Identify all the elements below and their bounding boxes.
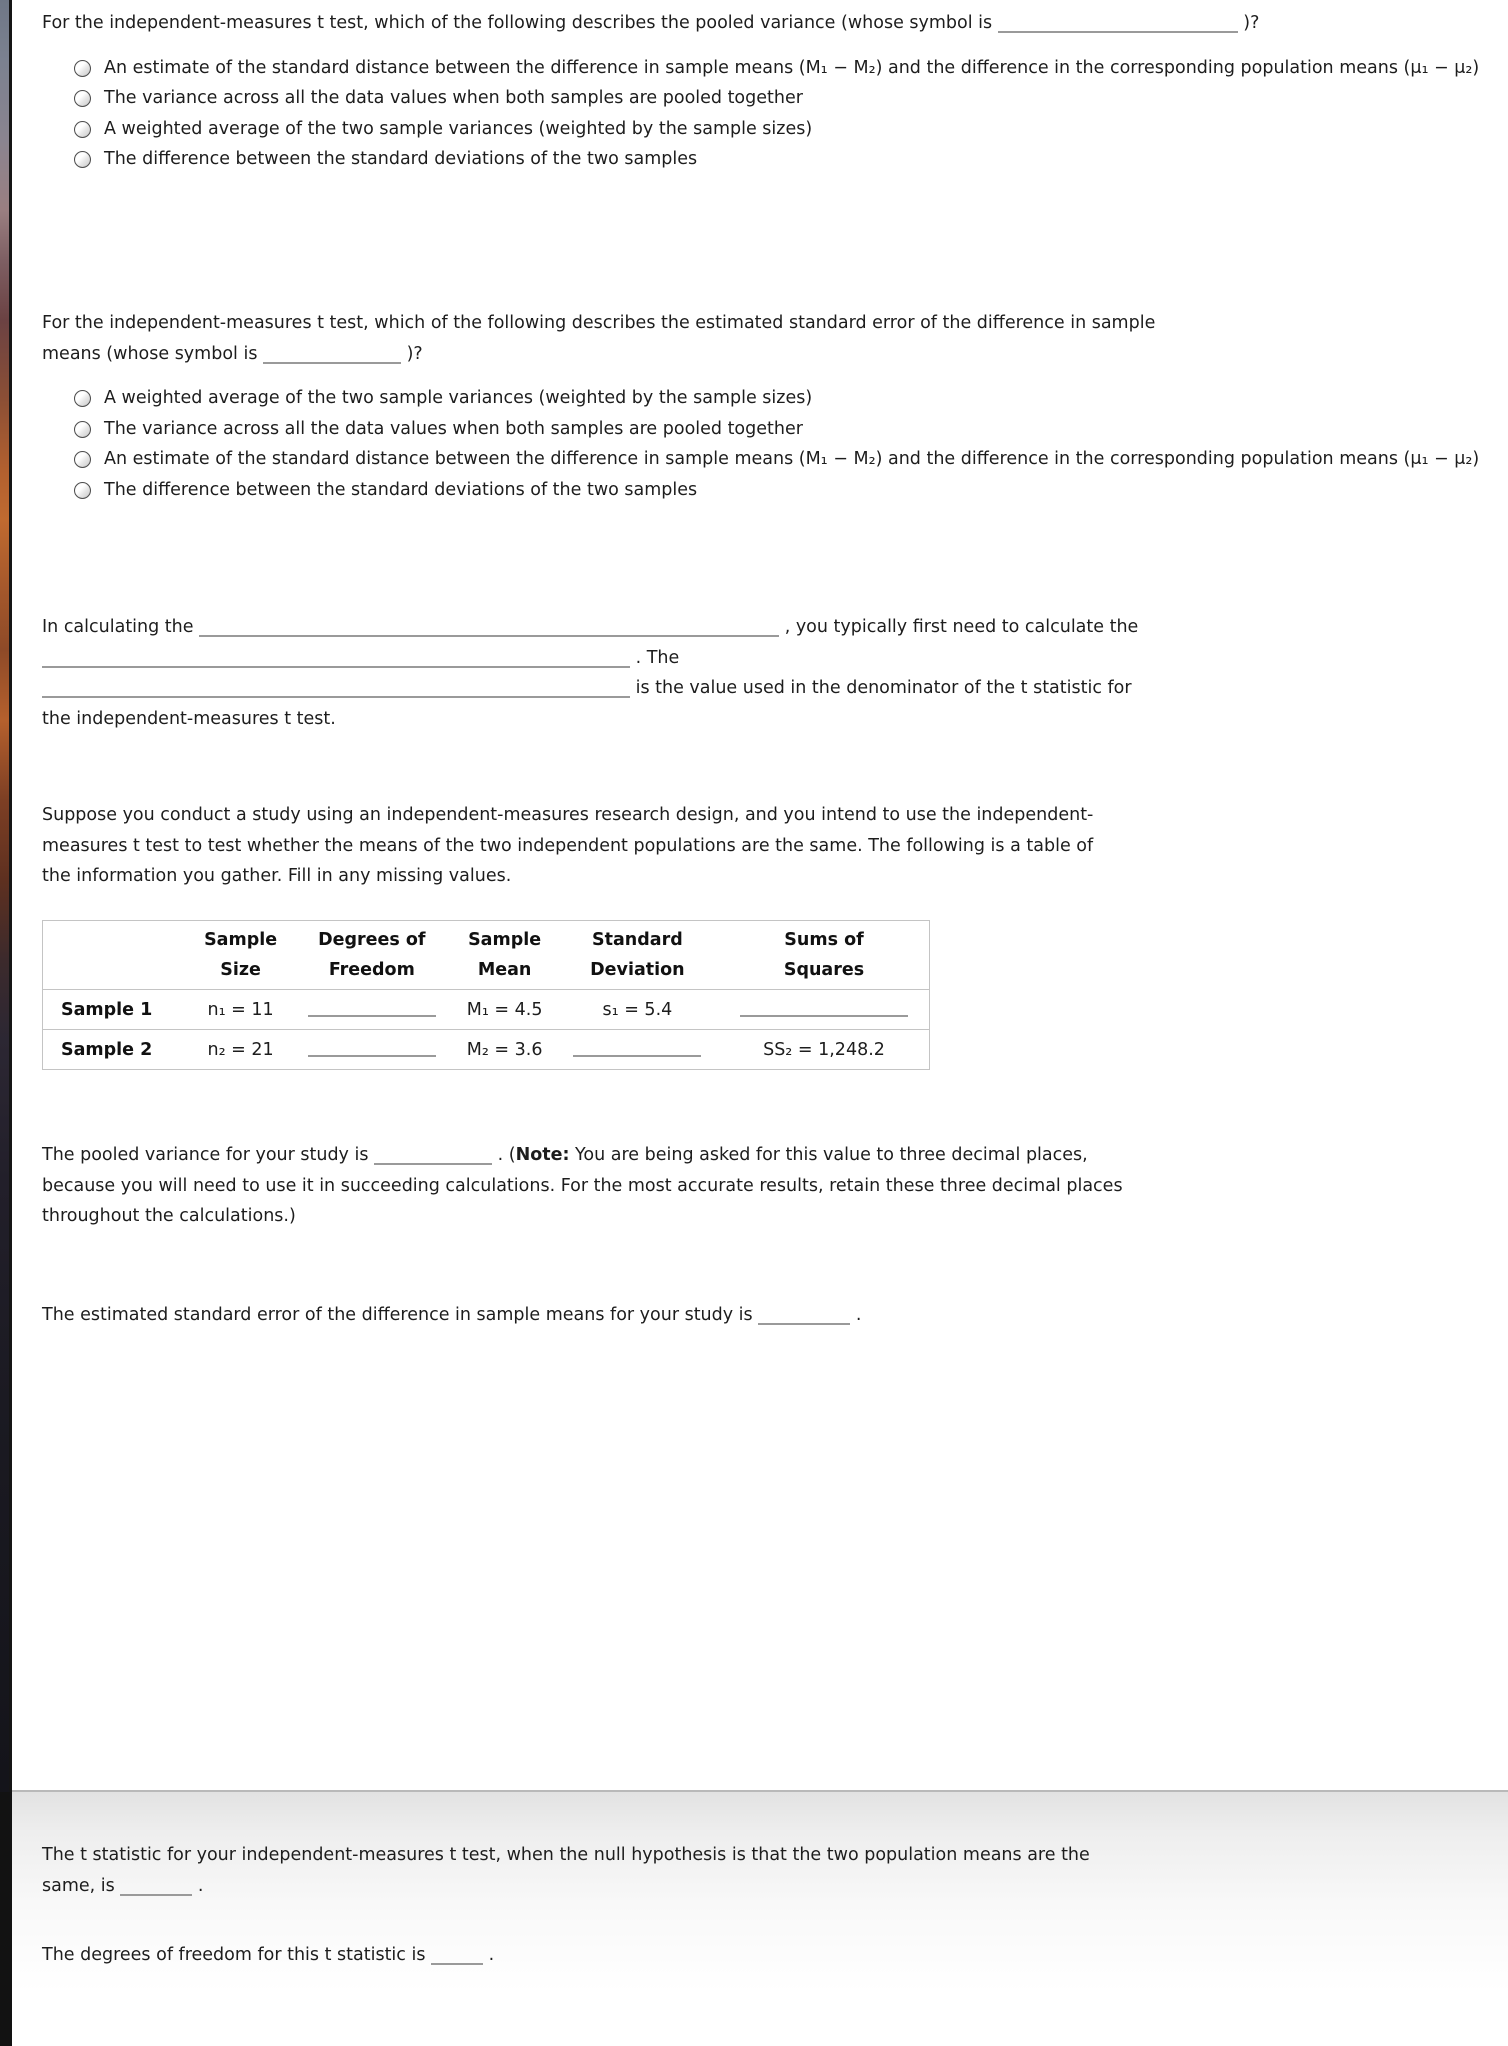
- question-1-stem-text: For the independent-measures t test, which of the following describes the pooled variance (whose symbol is: [42, 13, 993, 33]
- table-body: [43, 990, 929, 1070]
- question-2-block: [42, 308, 1482, 505]
- question-1-option-3[interactable]: [74, 144, 1482, 175]
- option-label: An estimate of the standard distance between the difference in sample means (M₁ − M₂) and the difference in the corresponding population means (μ₁ − μ₂): [104, 57, 1480, 78]
- radio-button-icon[interactable]: [74, 121, 91, 138]
- cell-sample-2-ss: SS₂ = 1,248.2: [763, 1040, 885, 1060]
- table-col-header-sample-size: [191, 921, 290, 990]
- table-col-header-blank: [43, 921, 191, 990]
- standard-error-text: [42, 1300, 1162, 1331]
- table-header: [43, 921, 929, 990]
- question-1-option-1[interactable]: [74, 83, 1482, 114]
- scenario-block: [42, 800, 1102, 892]
- question-1-block: [42, 8, 1482, 175]
- question-2-stem: [42, 308, 1157, 369]
- t-statistic-text: [42, 1840, 1147, 1901]
- header-line-1: Degrees of: [318, 930, 426, 950]
- statistics-table: [43, 921, 929, 1069]
- table-col-header-sums-of-squares: [719, 921, 929, 990]
- radio-button-icon[interactable]: [74, 421, 91, 438]
- radio-button-icon[interactable]: [74, 482, 91, 499]
- statistics-table-frame: [42, 920, 930, 1070]
- statistics-table-block: [42, 920, 1482, 1070]
- question-1-option-2[interactable]: [74, 114, 1482, 145]
- df-statistic-block: [42, 1940, 1147, 1971]
- header-line-2: Squares: [783, 960, 865, 980]
- header-line-2: Mean: [477, 960, 532, 980]
- header-line-1: Sums of: [784, 930, 864, 950]
- pooled-variance-text: [42, 1140, 1162, 1232]
- pooled-variance-block: [42, 1140, 1162, 1232]
- question-1-stem: [42, 8, 1482, 39]
- header-line-1: Standard: [592, 930, 683, 950]
- df-statistic-seg-2: .: [488, 1945, 495, 1965]
- df-statistic-blank[interactable]: [431, 1950, 483, 1965]
- cell-sample-2-df[interactable]: [290, 1030, 453, 1070]
- cell-sample-1-sd: s₁ = 5.4: [602, 1000, 673, 1020]
- cell-sample-1-df[interactable]: [290, 990, 453, 1030]
- lower-exercise-panel: [12, 1792, 1508, 2046]
- cell-sample-1-mean: M₁ = 4.5: [466, 1000, 543, 1020]
- question-3-seg-4: is the value used in the denominator of the t statistic for the independent-measures t test.: [42, 678, 1132, 729]
- question-3-seg-1: In calculating the: [42, 617, 194, 637]
- df-statistic-seg-1: The degrees of freedom for this t statistic is: [42, 1945, 426, 1965]
- scenario-text: Suppose you conduct a study using an independent-measures research design, and you intend to use the independent-measures t test to test whether the means of the two independent populations are the same. The following is a table of the information you gather. Fill in any missing values.: [42, 805, 1094, 886]
- table-row: [43, 1030, 929, 1070]
- sd-input-blank[interactable]: [573, 1043, 701, 1057]
- question-3-seg-3: . The: [635, 647, 680, 668]
- option-label: The difference between the standard deviations of the two samples: [104, 149, 698, 169]
- ss-input-blank[interactable]: [740, 1003, 908, 1017]
- cell-sample-2-mean: M₂ = 3.6: [466, 1040, 543, 1060]
- option-label: The variance across all the data values when both samples are pooled together: [104, 418, 803, 439]
- exercise-content-panel: [12, 0, 1508, 1790]
- radio-button-icon[interactable]: [74, 390, 91, 407]
- standard-error-block: [42, 1300, 1162, 1331]
- row-label-sample-1: Sample 1: [61, 1000, 153, 1020]
- df-input-blank[interactable]: [308, 1043, 436, 1057]
- header-line-1: Sample: [468, 930, 542, 950]
- question-1-option-0[interactable]: [74, 53, 1482, 84]
- question-3-block: [42, 612, 1157, 734]
- question-3-blank-3[interactable]: [42, 683, 630, 698]
- t-statistic-block: [42, 1840, 1147, 1901]
- cell-sample-1-ss[interactable]: [719, 990, 929, 1030]
- header-line-2: Freedom: [328, 960, 415, 980]
- radio-button-icon[interactable]: [74, 451, 91, 468]
- header-line-1: Sample: [204, 930, 278, 950]
- row-label-sample-2: Sample 2: [61, 1040, 153, 1060]
- table-col-header-degrees-of-freedom: [290, 921, 453, 990]
- question-2-symbol-blank[interactable]: [263, 349, 401, 364]
- radio-button-icon[interactable]: [74, 60, 91, 77]
- standard-error-seg-1: The estimated standard error of the difference in sample means for your study is: [42, 1305, 753, 1325]
- t-statistic-seg-1: The t statistic for your independent-measures t test, when the null hypothesis is that the two population means are the same, is: [42, 1845, 1090, 1896]
- cell-sample-1-size: n₁ = 11: [207, 1000, 274, 1020]
- header-line-2: Deviation: [590, 960, 685, 980]
- standard-error-blank[interactable]: [758, 1310, 850, 1325]
- question-3-seg-2: , you typically first need to calculate the: [784, 617, 1139, 637]
- question-2-options: [42, 383, 1482, 505]
- table-col-header-standard-deviation: [556, 921, 719, 990]
- question-2-stem-text: For the independent-measures t test, which of the following describes the estimated standard error of the difference in sample means (whose symbol is: [42, 313, 1156, 364]
- pooled-variance-seg-2: . (: [497, 1145, 516, 1165]
- df-statistic-text: [42, 1940, 1147, 1971]
- pooled-variance-note-label: Note:: [515, 1145, 570, 1165]
- option-label: An estimate of the standard distance between the difference in sample means (M₁ − M₂) and the difference in the corresponding population means (μ₁ − μ₂): [104, 449, 1480, 469]
- question-1-stem-tail: )?: [1243, 13, 1260, 33]
- pooled-variance-seg-3: You are being asked for this value to three decimal places, because you will need to use it in succeeding calculations. For the most accurate results, retain these three decimal places throughout the calculations.): [42, 1145, 1123, 1226]
- question-3-blank-2[interactable]: [42, 653, 630, 668]
- df-input-blank[interactable]: [308, 1003, 436, 1017]
- option-label: A weighted average of the two sample variances (weighted by the sample sizes): [104, 118, 813, 139]
- question-3-sentence: [42, 612, 1157, 734]
- table-header-row: [43, 921, 929, 990]
- pooled-variance-blank[interactable]: [374, 1150, 492, 1165]
- standard-error-seg-2: .: [855, 1305, 862, 1325]
- cell-sample-2-sd[interactable]: [556, 1030, 719, 1070]
- cell-sample-2-size: n₂ = 21: [207, 1040, 274, 1060]
- question-1-options: [42, 53, 1482, 175]
- question-2-option-2[interactable]: [74, 444, 1482, 475]
- t-statistic-seg-2: .: [197, 1875, 204, 1896]
- pooled-variance-seg-1: The pooled variance for your study is: [42, 1145, 369, 1165]
- option-label: The difference between the standard deviations of the two samples: [104, 479, 698, 500]
- question-2-option-1[interactable]: [74, 414, 1482, 445]
- option-label: A weighted average of the two sample variances (weighted by the sample sizes): [104, 388, 813, 408]
- t-statistic-blank[interactable]: [120, 1881, 192, 1896]
- desktop-wallpaper-strip: [0, 0, 9, 1792]
- question-2-stem-tail: )?: [406, 343, 423, 364]
- question-1-symbol-blank[interactable]: [998, 18, 1238, 33]
- lower-window-left-edge: [0, 1792, 12, 2046]
- table-row: [43, 990, 929, 1030]
- table-col-header-sample-mean: [453, 921, 555, 990]
- header-line-2: Size: [220, 960, 261, 980]
- question-2-option-0[interactable]: [74, 383, 1482, 414]
- radio-button-icon[interactable]: [74, 151, 91, 168]
- question-3-blank-1[interactable]: [199, 622, 779, 637]
- question-2-option-3[interactable]: [74, 475, 1482, 506]
- option-label: The variance across all the data values when both samples are pooled together: [104, 88, 803, 108]
- radio-button-icon[interactable]: [74, 90, 91, 107]
